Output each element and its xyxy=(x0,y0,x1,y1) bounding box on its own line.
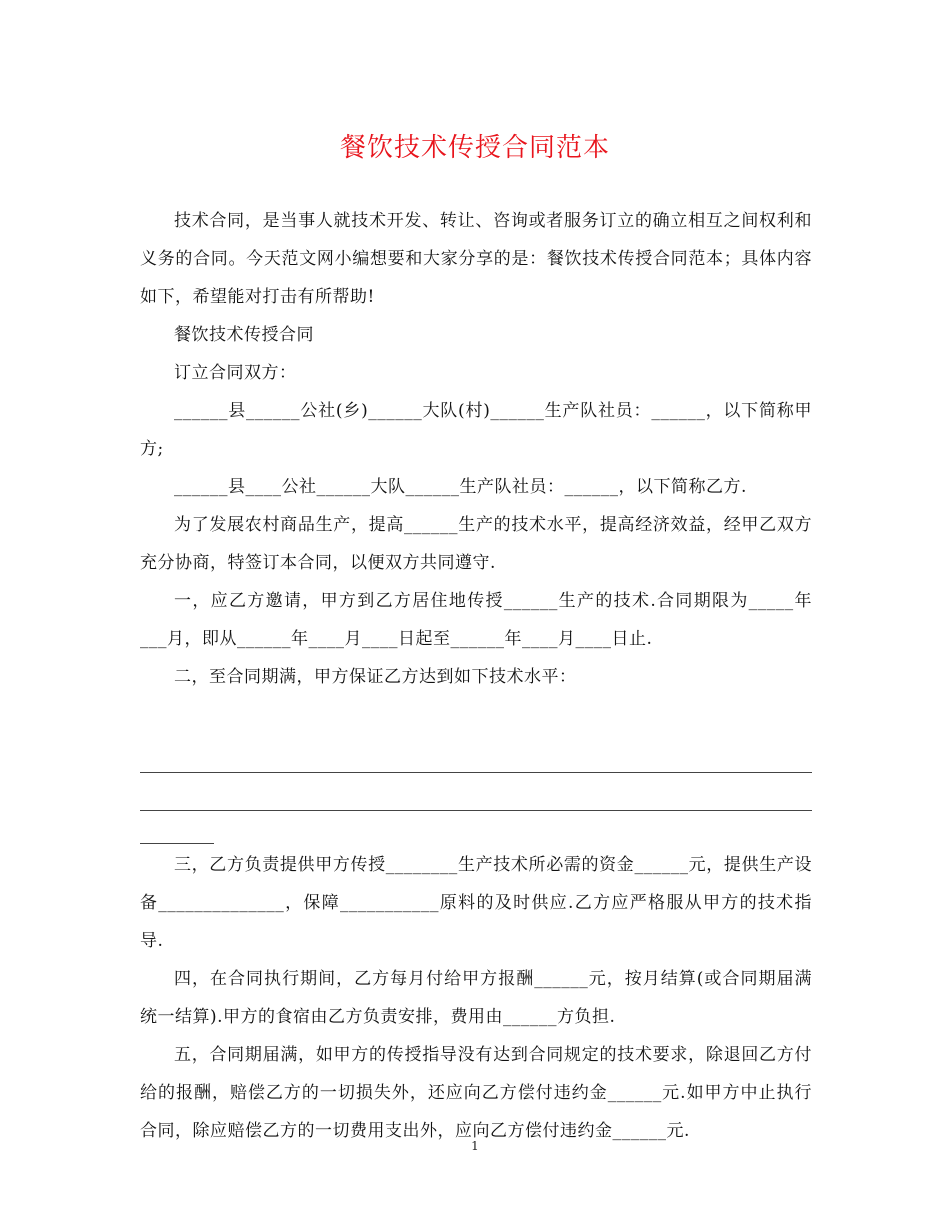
clause-4-paragraph: 四，在合同执行期间，乙方每月付给甲方报酬______元，按月结算(或合同期届满统一结算).甲方的食宿由乙方负责安排，费用由______方负担. xyxy=(140,969,812,1027)
parties-heading: 订立合同双方： xyxy=(174,363,297,383)
clause-1-paragraph: 一，应乙方邀请，甲方到乙方居住地传授______生产的技术.合同期限为_____年___月，即从______年____月____日起至______年____月____日止. xyxy=(140,591,812,649)
party-a-paragraph: ______县______公社(乡)______大队(村)______生产队社员：______，以下简称甲方; xyxy=(140,401,812,459)
technical-level-fill-lines xyxy=(140,696,812,846)
fill-line xyxy=(140,810,812,811)
purpose-paragraph: 为了发展农村商品生产，提高______生产的技术水平，提高经济效益，经甲乙双方充分协商，特签订本合同，以便双方共同遵守. xyxy=(140,515,812,573)
fill-line xyxy=(140,772,812,773)
party-b-paragraph: ______县____公社______大队______生产队社员：______，以下简称乙方. xyxy=(174,477,747,497)
document-body xyxy=(140,202,812,1150)
document-title: 餐饮技术传授合同范本 xyxy=(339,133,610,163)
clause-3-paragraph: 三，乙方负责提供甲方传授________生产技术所必需的资金______元，提供生产设备______________，保障___________原料的及时供应.乙方应严格服从甲方的技术指导. xyxy=(140,855,812,951)
intro-paragraph: 技术合同，是当事人就技术开发、转让、咨询或者服务订立的确立相互之间权利和义务的合同。今天范文网小编想要和大家分享的是：餐饮技术传授合同范本；具体内容如下，希望能对打击有所帮助! xyxy=(140,211,812,307)
clause-5-paragraph: 五，合同期届满，如甲方的传授指导没有达到合同规定的技术要求，除退回乙方付给的报酬，赔偿乙方的一切损失外，还应向乙方偿付违约金______元.如甲方中止执行合同，除应赔偿乙方的一切费用支出外，应向乙方偿付违约金______元. xyxy=(140,1045,812,1141)
contract-name-line: 餐饮技术传授合同 xyxy=(174,325,314,345)
fill-line xyxy=(140,843,214,844)
page-number: 1 xyxy=(471,1139,479,1153)
clause-2-paragraph: 二，至合同期满，甲方保证乙方达到如下技术水平： xyxy=(174,667,577,687)
